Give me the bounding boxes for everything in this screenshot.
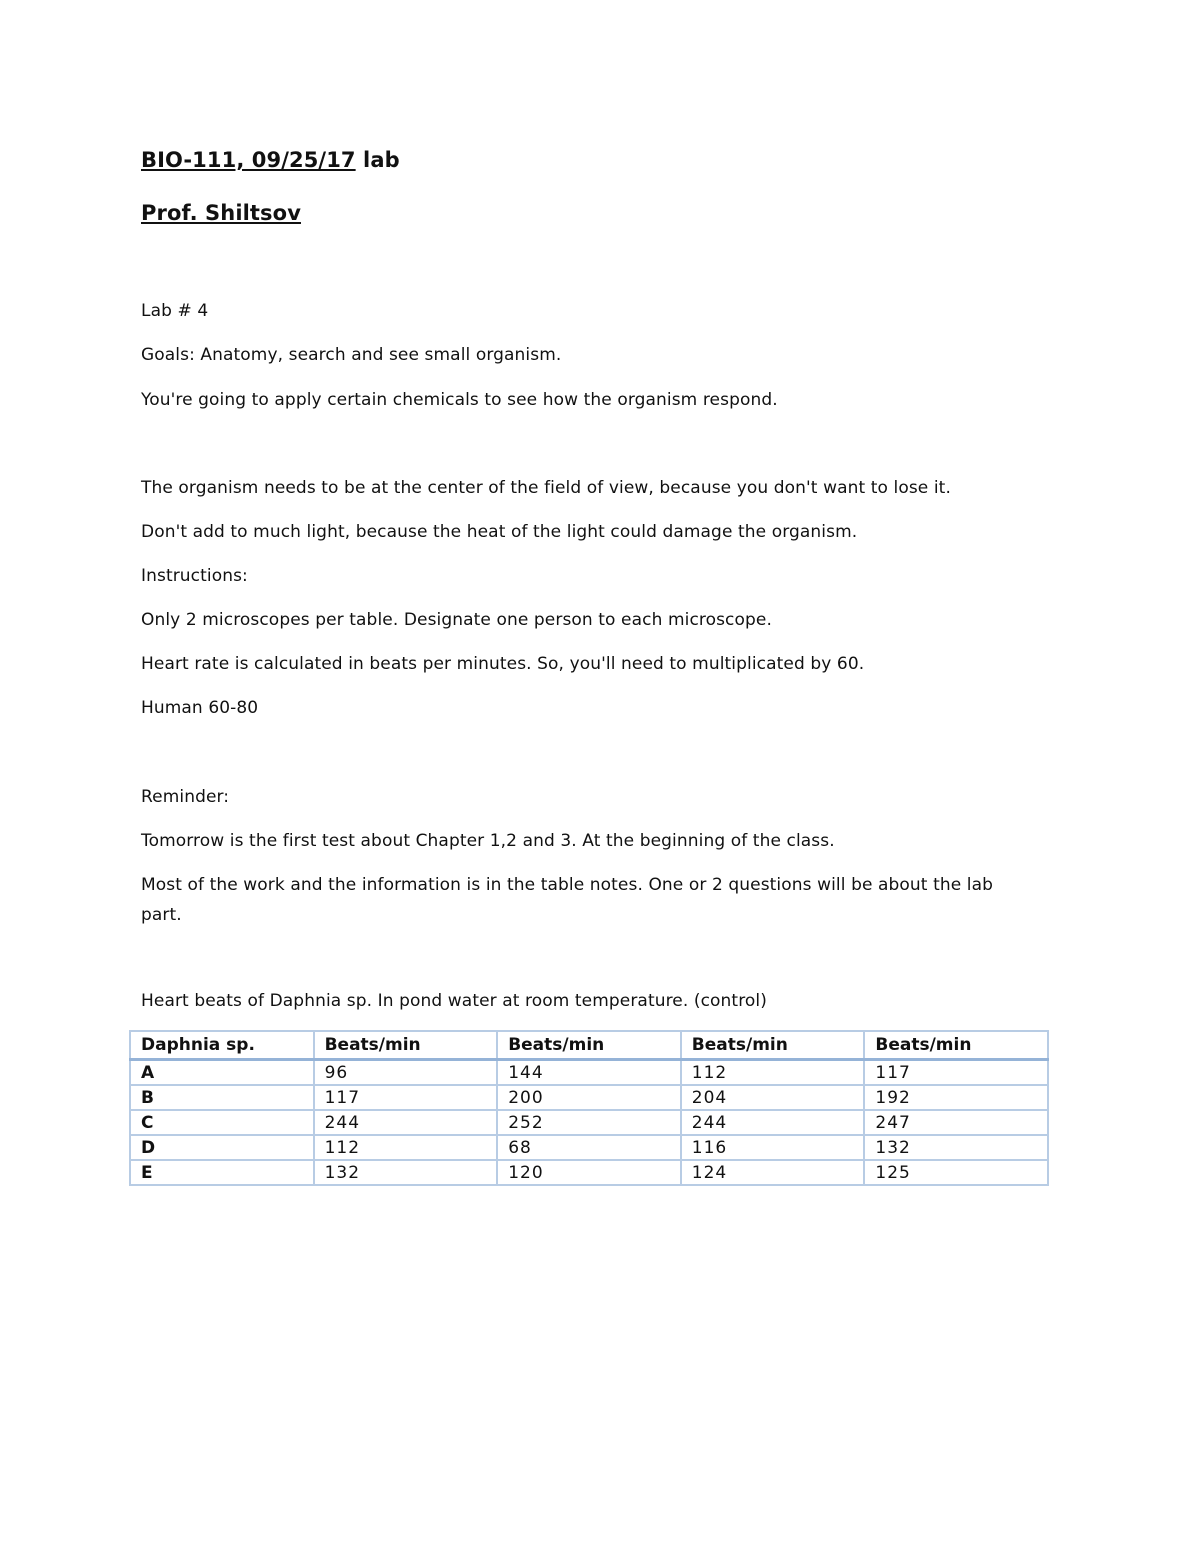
cell-value: 132 bbox=[864, 1135, 1048, 1160]
center-text: The organism needs to be at the center of the field of view, because you don't want to lose it. bbox=[141, 478, 951, 498]
heart-beats-table bbox=[129, 1030, 1049, 1186]
table-row bbox=[130, 1085, 1048, 1110]
cell-value: 68 bbox=[497, 1135, 681, 1160]
cell-value: 244 bbox=[681, 1110, 865, 1135]
lab-number: Lab # 4 bbox=[141, 301, 209, 321]
work-text: Most of the work and the information is in the table notes. One or 2 questions will be about the lab part. bbox=[141, 875, 994, 925]
goals-text: Goals: Anatomy, search and see small organism. bbox=[141, 345, 562, 365]
microscopes-text: Only 2 microscopes per table. Designate one person to each microscope. bbox=[141, 610, 772, 630]
header-beats-3: Beats/min bbox=[681, 1031, 865, 1060]
cell-value: 132 bbox=[314, 1160, 498, 1185]
row-label: A bbox=[130, 1060, 314, 1086]
header-beats-1: Beats/min bbox=[314, 1031, 498, 1060]
course-code: BIO-111, 09/25/17 bbox=[141, 148, 356, 172]
professor-heading: Prof. Shiltsov bbox=[141, 201, 301, 225]
cell-value: 244 bbox=[314, 1110, 498, 1135]
row-label: D bbox=[130, 1135, 314, 1160]
cell-value: 117 bbox=[314, 1085, 498, 1110]
table-row bbox=[130, 1060, 1048, 1086]
header-beats-4: Beats/min bbox=[864, 1031, 1048, 1060]
cell-value: 96 bbox=[314, 1060, 498, 1086]
cell-value: 116 bbox=[681, 1135, 865, 1160]
table-row bbox=[130, 1160, 1048, 1185]
test-text: Tomorrow is the first test about Chapter 1,2 and 3. At the beginning of the class. bbox=[141, 831, 835, 851]
cell-value: 117 bbox=[864, 1060, 1048, 1086]
instructions-label: Instructions: bbox=[141, 566, 248, 586]
cell-value: 124 bbox=[681, 1160, 865, 1185]
row-label: E bbox=[130, 1160, 314, 1185]
table-caption: Heart beats of Daphnia sp. In pond water at room temperature. (control) bbox=[141, 991, 767, 1011]
light-text: Don't add to much light, because the heat of the light could damage the organism. bbox=[141, 522, 858, 542]
reminder-label: Reminder: bbox=[141, 787, 230, 807]
cell-value: 200 bbox=[497, 1085, 681, 1110]
cell-value: 252 bbox=[497, 1110, 681, 1135]
human-rate-text: Human 60-80 bbox=[141, 698, 259, 718]
row-label: B bbox=[130, 1085, 314, 1110]
cell-value: 192 bbox=[864, 1085, 1048, 1110]
row-label: C bbox=[130, 1110, 314, 1135]
cell-value: 112 bbox=[314, 1135, 498, 1160]
cell-value: 112 bbox=[681, 1060, 865, 1086]
course-suffix: lab bbox=[355, 148, 400, 172]
heart-rate-text: Heart rate is calculated in beats per minutes. So, you'll need to multiplicated by 60. bbox=[141, 654, 865, 674]
header-beats-2: Beats/min bbox=[497, 1031, 681, 1060]
cell-value: 144 bbox=[497, 1060, 681, 1086]
table-row bbox=[130, 1110, 1048, 1135]
cell-value: 247 bbox=[864, 1110, 1048, 1135]
cell-value: 120 bbox=[497, 1160, 681, 1185]
cell-value: 125 bbox=[864, 1160, 1048, 1185]
course-heading bbox=[141, 147, 400, 173]
chemicals-text: You're going to apply certain chemicals to see how the organism respond. bbox=[141, 390, 778, 410]
cell-value: 204 bbox=[681, 1085, 865, 1110]
table-header-row bbox=[130, 1031, 1048, 1060]
header-daphnia: Daphnia sp. bbox=[130, 1031, 314, 1060]
table-row bbox=[130, 1135, 1048, 1160]
